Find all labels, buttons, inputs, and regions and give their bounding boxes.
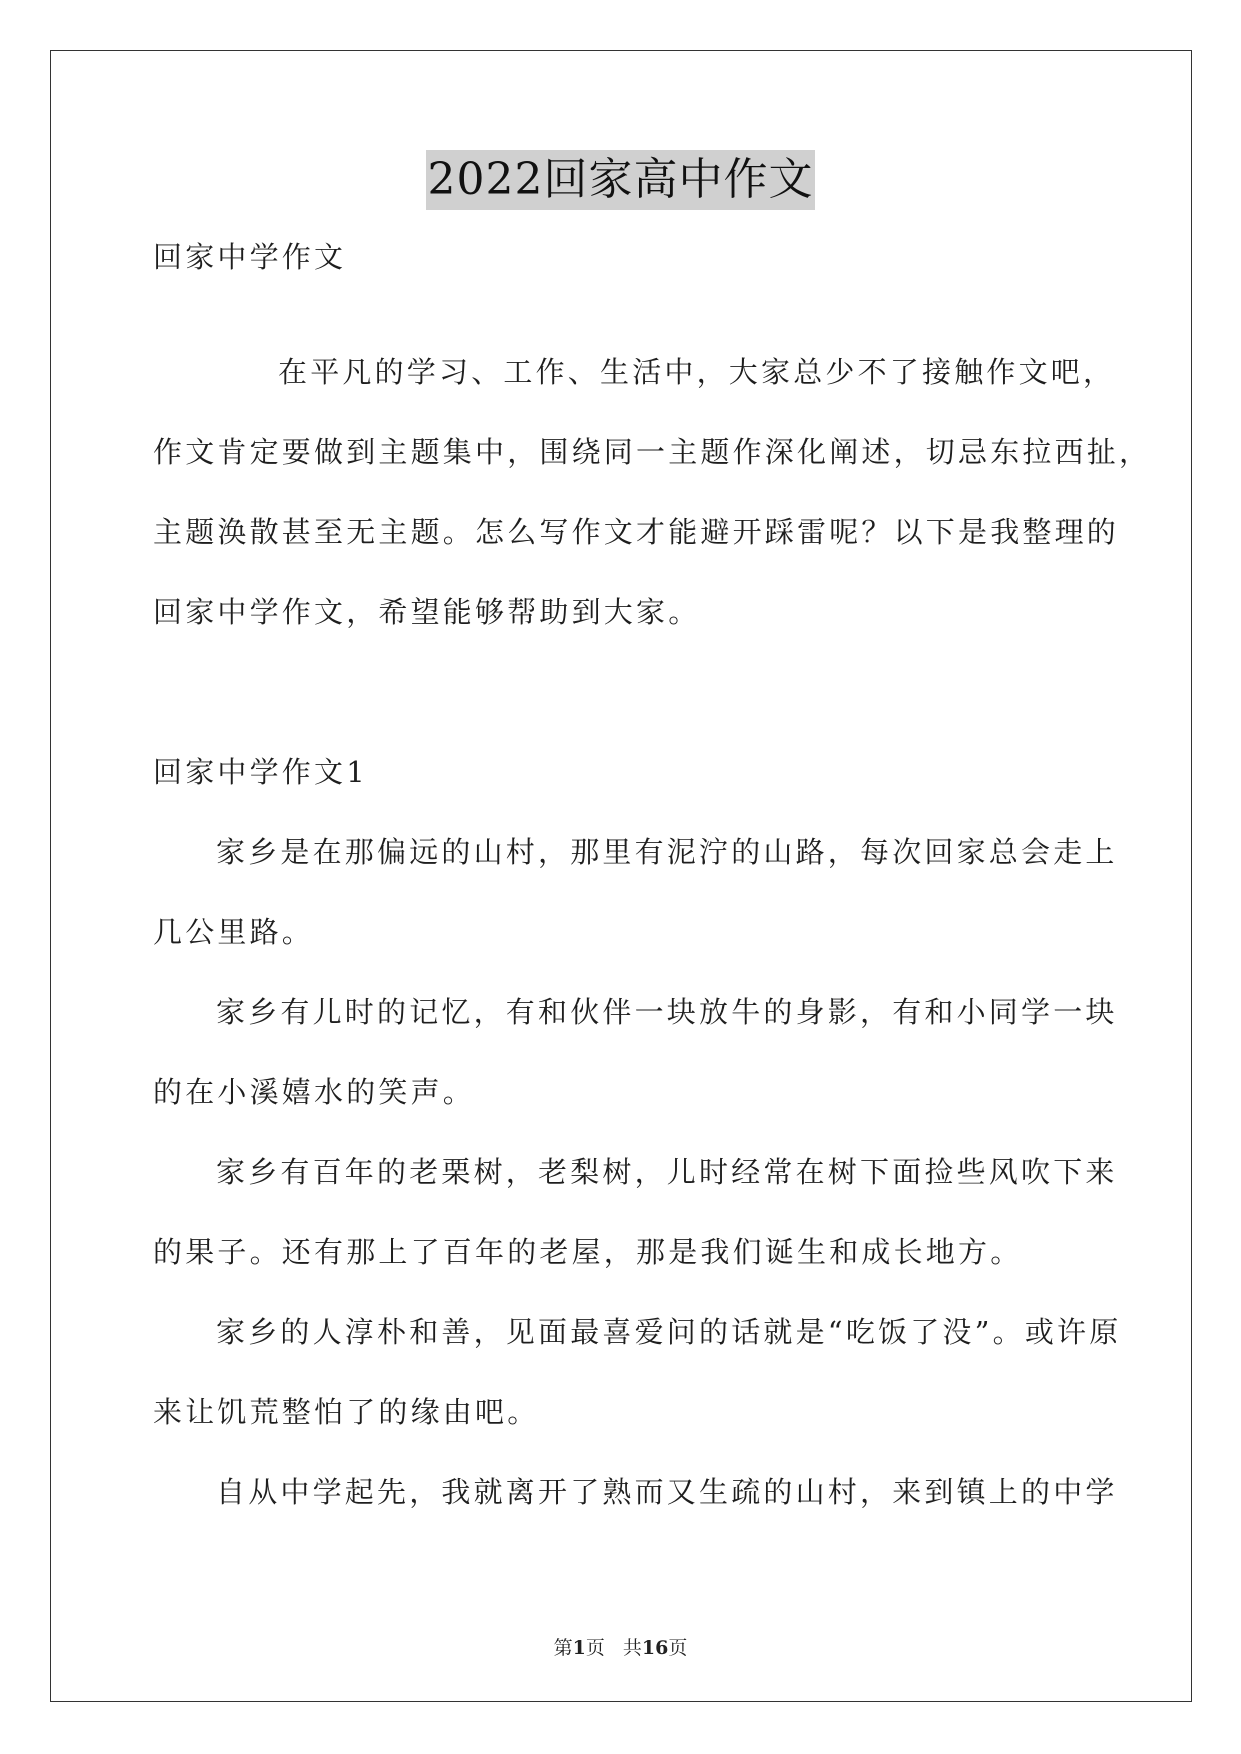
page-footer [0, 1635, 1241, 1661]
page-border [50, 50, 1192, 1702]
title-container [0, 150, 1241, 210]
section-heading: 回家中学作文 [153, 240, 347, 274]
paragraph-line: 家乡是在那偏远的山村，那里有泥泞的山路，每次回家总会走上 [216, 835, 1118, 869]
paragraph-line: 几公里路。 [153, 915, 315, 949]
intro-line-2: 作文肯定要做到主题集中，围绕同一主题作深化阐述，切忌东拉西扯， [153, 435, 1152, 469]
paragraph-line: 家乡的人淳朴和善，见面最喜爱问的话就是“吃饭了没”。或许原 [216, 1315, 1122, 1349]
essay-heading: 回家中学作文1 [153, 755, 368, 789]
document-title: 2022回家高中作文 [426, 150, 816, 210]
intro-line-1: 在平凡的学习、工作、生活中，大家总少不了接触作文吧， [278, 355, 1116, 389]
paragraph-line: 的在小溪嬉水的笑声。 [153, 1075, 476, 1109]
page-unit: 页 [585, 1637, 605, 1659]
intro-line-3: 主题涣散甚至无主题。怎么写作文才能避开踩雷呢？以下是我整理的 [153, 515, 1120, 549]
paragraph-line: 来让饥荒整怕了的缘由吧。 [153, 1395, 540, 1429]
paragraph-line: 家乡有百年的老栗树，老梨树，儿时经常在树下面捡些风吹下来 [216, 1155, 1118, 1189]
total-pages: 16 [641, 1637, 669, 1659]
page-current: 1 [572, 1637, 586, 1659]
total-unit: 页 [668, 1637, 688, 1659]
intro-line-4: 回家中学作文，希望能够帮助到大家。 [153, 595, 701, 629]
paragraph-line: 家乡有儿时的记忆，有和伙伴一块放牛的身影，有和小同学一块 [216, 995, 1118, 1029]
total-prefix: 共 [622, 1637, 642, 1659]
paragraph-line: 自从中学起先，我就离开了熟而又生疏的山村，来到镇上的中学 [216, 1475, 1118, 1509]
page-prefix: 第 [553, 1637, 573, 1659]
paragraph-line: 的果子。还有那上了百年的老屋，那是我们诞生和成长地方。 [153, 1235, 1023, 1269]
